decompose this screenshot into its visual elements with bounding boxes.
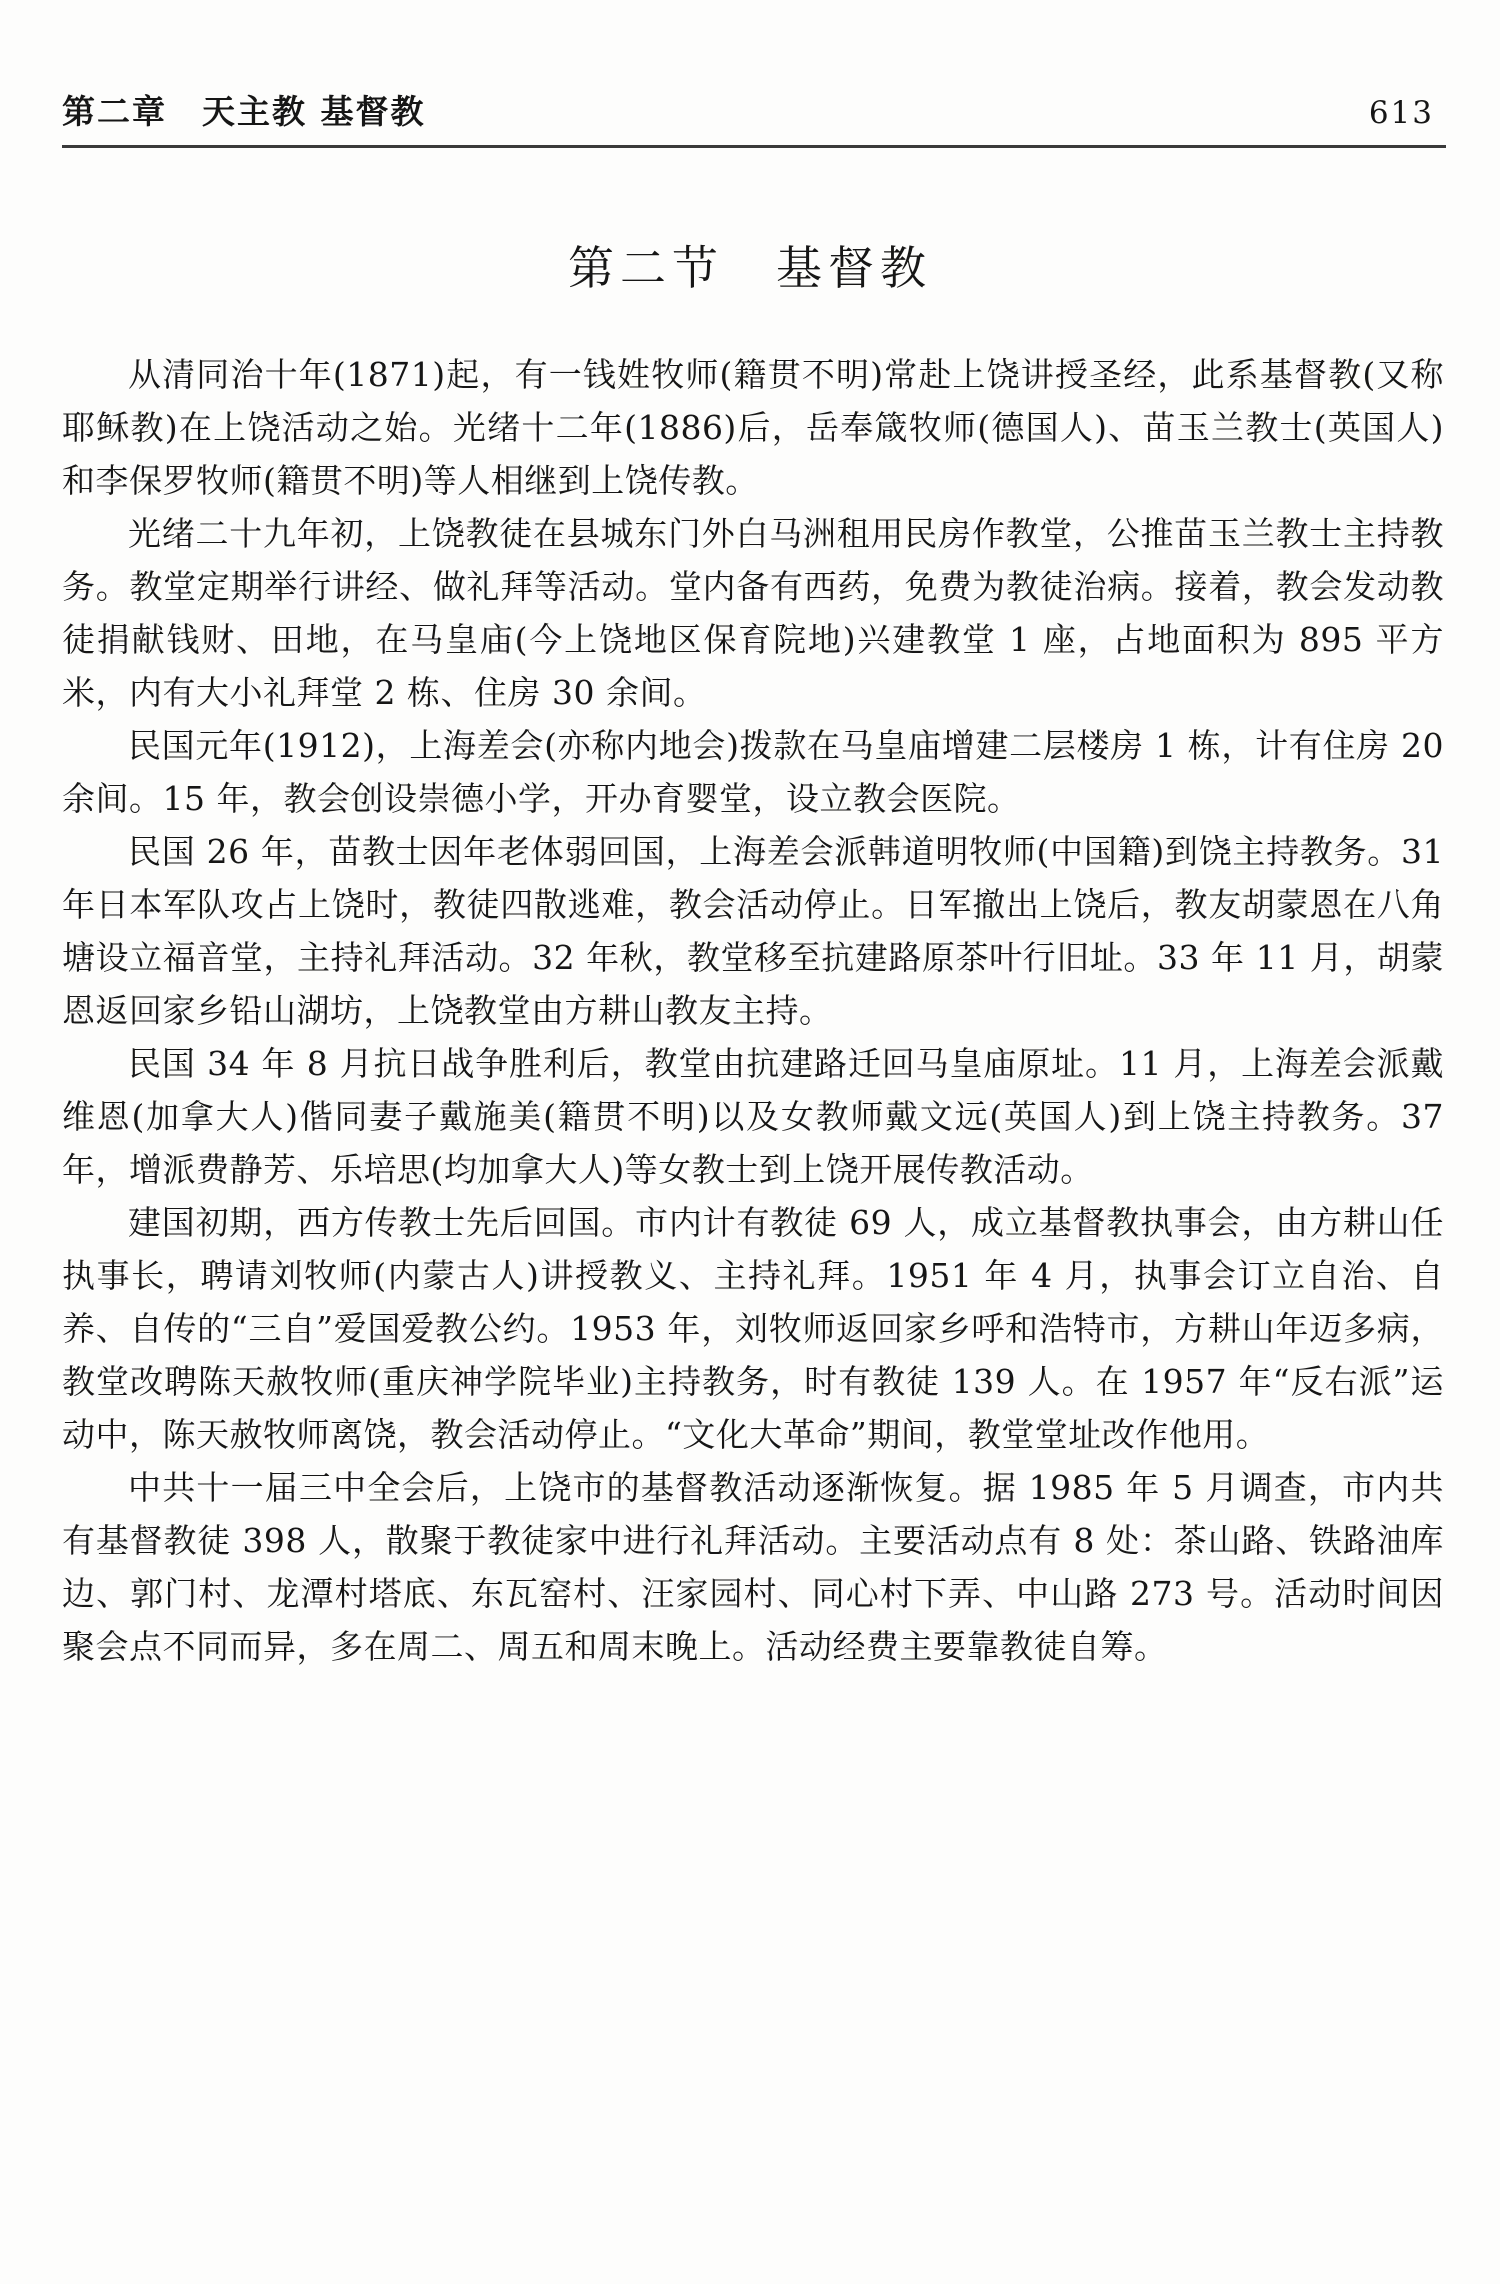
paragraph-1: 从清同治十年(1871)起，有一钱姓牧师(籍贯不明)常赴上饶讲授圣经，此系基督教(又称耶稣教)在上饶活动之始。光绪十二年(1886)后，岳奉箴牧师(德国人)、苗玉兰教士(英国人)和李保罗牧师(籍贯不明)等人相继到上饶传教。 — [62, 355, 1444, 500]
running-header — [62, 0, 1446, 148]
paragraph-2: 光绪二十九年初，上饶教徒在县城东门外白马洲租用民房作教堂，公推苗玉兰教士主持教务。教堂定期举行讲经、做礼拜等活动。堂内备有西药，免费为教徒治病。接着，教会发动教徒捐献钱财、田地，在马皇庙(今上饶地区保育院地)兴建教堂 1 座，占地面积为 895 平方米，内有大小礼拜堂 2 栋、住房 30 余间。 — [62, 514, 1444, 712]
page-number: 613 — [1368, 95, 1434, 131]
paragraph-5: 民国 34 年 8 月抗日战争胜利后，教堂由抗建路迁回马皇庙原址。11 月，上海差会派戴维恩(加拿大人)偕同妻子戴施美(籍贯不明)以及女教师戴文远(英国人)到上饶主持教务。37 年，增派费静芳、乐培思(均加拿大人)等女教士到上饶开展传教活动。 — [62, 1044, 1444, 1189]
paragraph-3: 民国元年(1912)，上海差会(亦称内地会)拨款在马皇庙增建二层楼房 1 栋，计有住房 20 余间。15 年，教会创设崇德小学，开办育婴堂，设立教会医院。 — [62, 726, 1444, 818]
section-title: 第二节 基督教 — [568, 241, 932, 295]
chapter-heading: 第二章 天主教 基督教 — [62, 92, 426, 131]
paragraph-6: 建国初期，西方传教士先后回国。市内计有教徒 69 人，成立基督教执事会，由方耕山任执事长，聘请刘牧师(内蒙古人)讲授教义、主持礼拜。1951 年 4 月，执事会订立自治、自养、自传的“三自”爱国爱教公约。1953 年，刘牧师返回家乡呼和浩特市，方耕山年迈多病，教堂改聘陈天赦牧师(重庆神学院毕业)主持教务，时有教徒 139 人。在 1957 年“反右派”运动中，陈天赦牧师离饶，教会活动停止。“文化大革命”期间，教堂堂址改作他用。 — [62, 1203, 1444, 1454]
paragraph-7: 中共十一届三中全会后，上饶市的基督教活动逐渐恢复。据 1985 年 5 月调查，市内共有基督教徒 398 人，散聚于教徒家中进行礼拜活动。主要活动点有 8 处：茶山路、铁路油库边、郭门村、龙潭村塔底、东瓦窑村、汪家园村、同心村下弄、中山路 273 号。活动时间因聚会点不同而异，多在周二、周五和周末晚上。活动经费主要靠教徒自筹。 — [62, 1468, 1444, 1666]
body-text — [62, 348, 1444, 1673]
paragraph-4: 民国 26 年，苗教士因年老体弱回国，上海差会派韩道明牧师(中国籍)到饶主持教务。31 年日本军队攻占上饶时，教徒四散逃难，教会活动停止。日军撤出上饶后，教友胡蒙恩在八角塘设立福音堂，主持礼拜活动。32 年秋，教堂移至抗建路原茶叶行旧址。33 年 11 月，胡蒙恩返回家乡铅山湖坊，上饶教堂由方耕山教友主持。 — [62, 832, 1444, 1030]
